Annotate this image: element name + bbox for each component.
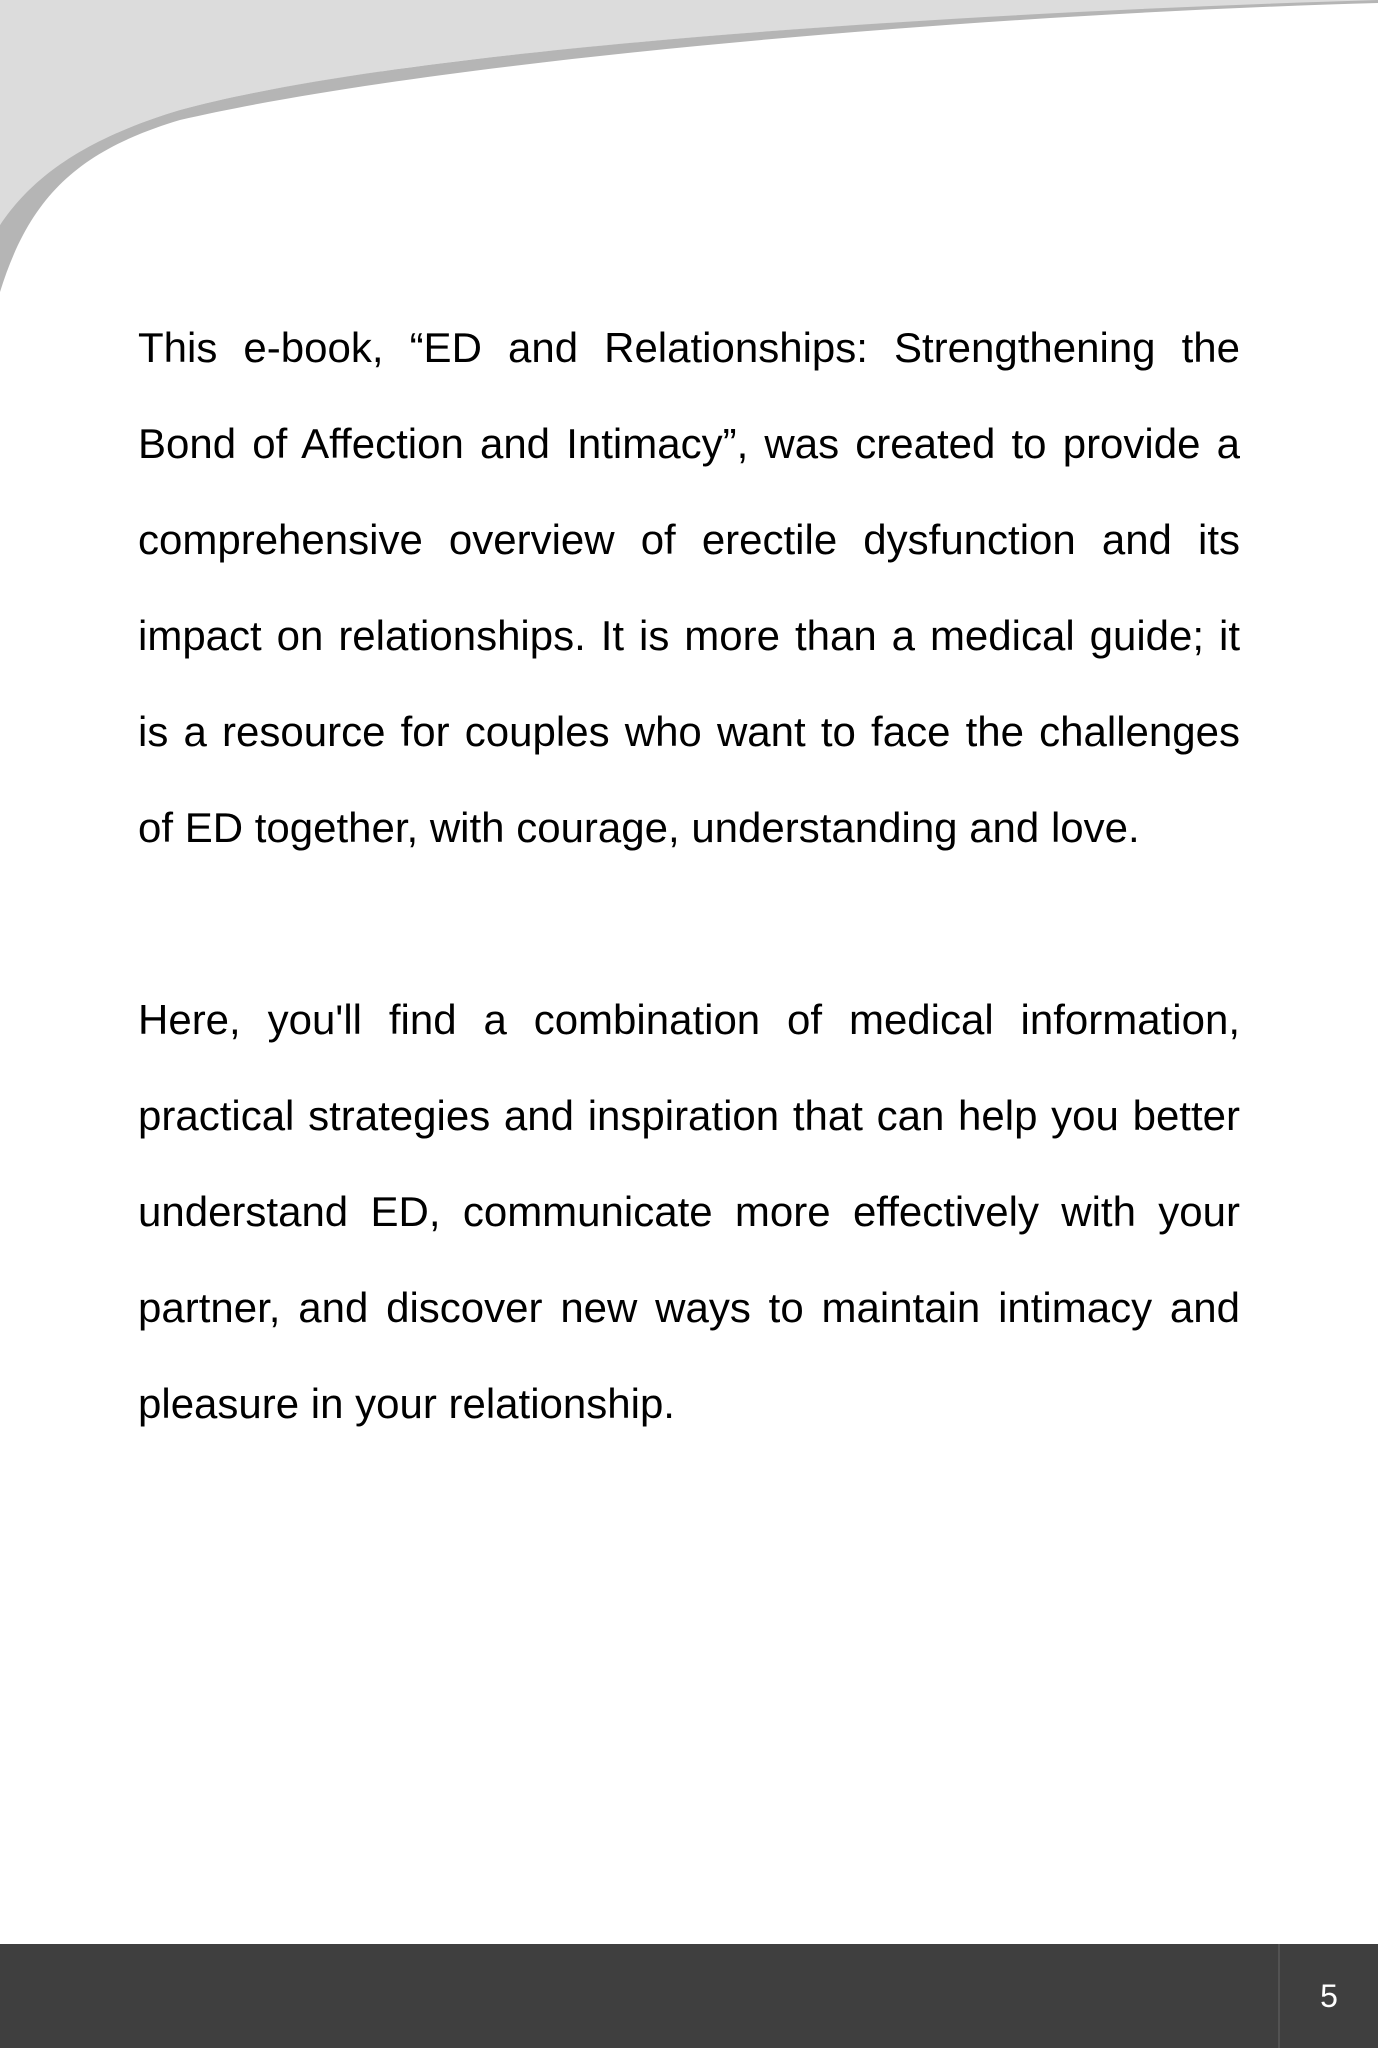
footer-bar	[0, 1944, 1378, 2048]
page-number: 5	[1320, 1978, 1338, 2014]
body-text	[138, 300, 1240, 1452]
overview-paragraph: Here, you'll find a combination of medical information, practical strategies and inspiration that can help you better understand ED, communicate more effectively with your partner, and discover new ways to maintain intimacy and pleasure in your relationship.	[138, 996, 1240, 1427]
header-swoosh-decoration	[0, 0, 1378, 300]
intro-paragraph: This e-book, “ED and Relationships: Strengthening the Bond of Affection and Intimacy”, was created to provide a comprehensive overview of erectile dysfunction and its impact on relationships. It is more than a medical guide; it is a resource for couples who want to face the challenges of ED together, with courage, understanding and love.	[138, 324, 1240, 851]
